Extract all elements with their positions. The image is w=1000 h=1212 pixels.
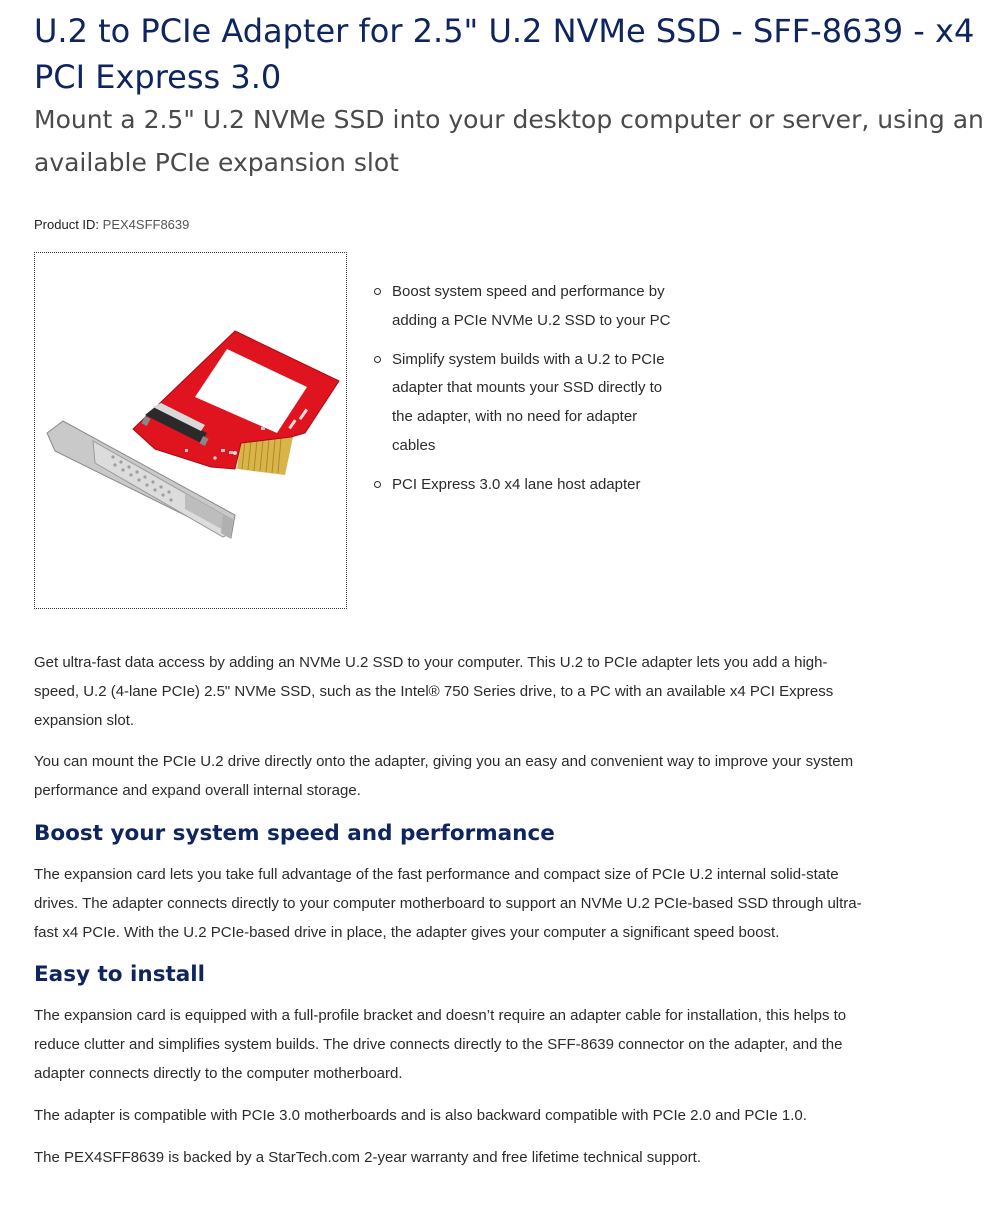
section-heading-install: Easy to install [34, 962, 206, 988]
description-paragraph: The adapter is compatible with PCIe 3.0 motherboards and is also backward compatible with PCIe 2.0 and PCIe 1.0. [34, 1106, 807, 1124]
description-paragraph: You can mount the PCIe U.2 drive directly onto the adapter, giving you an easy and convenient way to improve your system performance and expand overall internal storage. [34, 753, 854, 800]
section-heading-speed: Boost your system speed and performance [34, 820, 555, 846]
list-item: Boost system speed and performance by adding a PCIe NVMe U.2 SSD to your PC [374, 278, 674, 336]
product-id [34, 216, 189, 234]
product-description [34, 649, 864, 1185]
product-image[interactable] [34, 252, 347, 609]
feature-list [374, 278, 674, 510]
page-subtitle: Mount a 2.5" U.2 NVMe SSD into your desktop computer or server, using an available PCIe expansion slot [34, 105, 984, 177]
product-id-label: Product ID: [34, 217, 100, 232]
description-paragraph: The expansion card is equipped with a full-profile bracket and doesn’t require an adapter cable for installation, this helps to reduce clutter and simplifies system builds. The drive connects directly to the SFF-8639 connector on the adapter, and the adapter connects directly to the computer motherboard. [34, 1007, 847, 1082]
product-id-value: PEX4SFF8639 [102, 217, 190, 232]
list-item: PCI Express 3.0 x4 lane host adapter [374, 471, 674, 500]
description-paragraph: Get ultra-fast data access by adding an NVMe U.2 SSD to your computer. This U.2 to PCIe adapter lets you add a high-speed, U.2 (4-lane PCIe) 2.5" NVMe SSD, such as the Intel® 750 Series drive, to a PC with an available x4 PCI Express expansion slot. [34, 654, 834, 729]
description-paragraph: The expansion card lets you take full advantage of the fast performance and compact size of PCIe U.2 internal solid-state drives. The adapter connects directly to your computer motherboard to support an NVMe U.2 PCIe-based SSD through ultra-fast x4 PCIe. With the U.2 PCIe-based drive in place, the adapter gives your computer a significant speed boost. [34, 865, 862, 941]
page-title: U.2 to PCIe Adapter for 2.5" U.2 NVMe SSD - SFF-8639 - x4 PCI Express 3.0 [34, 12, 975, 96]
list-item: Simplify system builds with a U.2 to PCIe adapter that mounts your SSD directly to the adapter, with no need for adapter cables [374, 346, 674, 461]
pcie-adapter-card-image [35, 253, 346, 608]
description-paragraph: The PEX4SFF8639 is backed by a StarTech.com 2-year warranty and free lifetime technical support. [34, 1148, 701, 1166]
